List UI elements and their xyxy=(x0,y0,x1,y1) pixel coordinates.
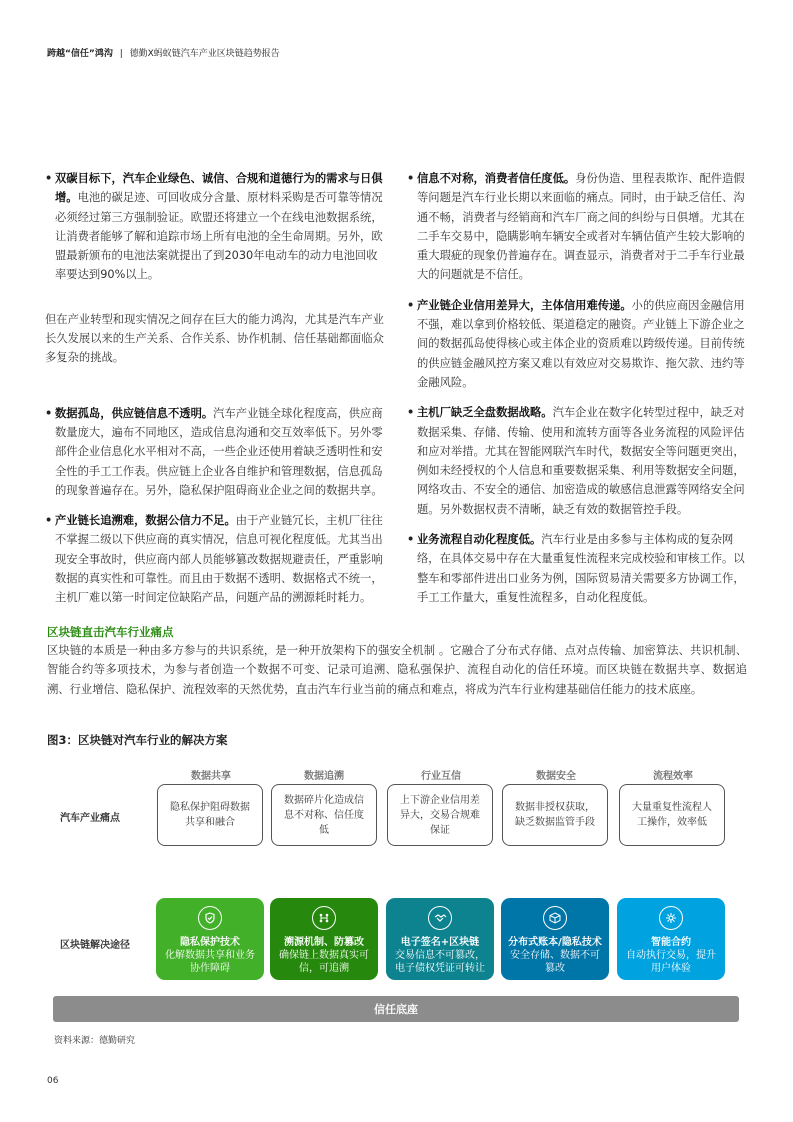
figure-title: 图3：区块链对汽车行业的解决方案 xyxy=(47,733,228,747)
bullet-text: 身份伪造、里程表欺诈、配件造假等问题是汽车行业长期以来面临的痛点。同时，由于缺乏信任、沟通不畅，消费者与经销商和汽车厂商之间的纠纷与日俱增。尤其在二手车交易中，隐瞒影响车辆安全或者对车辆估值产生较大影响的重大瑕疵的现象仍普遍存在。调查显示，消费者对于二手车行业最大的问题就是不信任。 xyxy=(417,172,745,282)
bullet-heading: 业务流程自动化程度低。 xyxy=(417,533,542,547)
pain-row-label: 汽车产业痛点 xyxy=(60,813,120,824)
solution-card xyxy=(156,898,264,980)
handshake-icon xyxy=(428,906,452,930)
section-paragraph: 区块链的本质是一种由多方参与的共识系统，是一种开放架构下的强安全机制 。它融合了分布式存储、点对点传输、加密算法、共识机制、智能合约等多项技术，为参与者创造一个数据不可变、记录可追溯、隐私强保护、流程自动化的信任环境。而区块链在数据共享、数据追溯、行业增信、隐私保护、流程效率的天然优势，直击汽车行业当前的痛点和难点，将成为汽车行业构建基础信任能力的技术底座。 xyxy=(47,644,747,696)
pain-point-text: 上下游企业信用差异大，交易合规难保证 xyxy=(400,794,480,836)
pain-point-box xyxy=(502,784,608,846)
left-column xyxy=(45,169,385,619)
category-label: 数据追溯 xyxy=(304,771,344,782)
trust-foundation-label: 信任底座 xyxy=(374,1003,418,1016)
source-note: 资料来源：德勤研究 xyxy=(54,1036,136,1046)
network-icon xyxy=(312,906,336,930)
right-column xyxy=(407,169,749,618)
solution-text: 确保链上数据真实可信，可追溯 xyxy=(279,950,369,974)
bullet-text: 电池的碳足迹、可回收成分含量、原材料采购是否可靠等情况必须经过第三方强制验证。欧盟还将建立一个在线电池数据系统，让消费者能够了解和追踪市场上所有电池的全生命周期。另外，欧盟最新颁布的电池法案就提出了到2030年电动车的动力电池回收率要达到90%以上。 xyxy=(55,191,383,282)
bullet-heading: 产业链企业信用差异大，主体信用难传递。 xyxy=(417,298,632,312)
solution-text: 交易信息不可篡改，电子债权凭证可转让 xyxy=(395,950,485,974)
solution-title: 智能合约 xyxy=(651,937,691,948)
running-header xyxy=(47,46,280,59)
pain-point-box xyxy=(271,784,377,846)
solution-text: 安全存储、数据不可篡改 xyxy=(510,950,600,974)
solution-title: 溯源机制、防篡改 xyxy=(284,937,364,948)
pain-point-box xyxy=(387,784,493,846)
solution-title: 分布式账本/隐私技术 xyxy=(508,937,602,948)
bullet-item xyxy=(45,404,385,500)
category-label: 数据共享 xyxy=(191,771,231,782)
bullet-text: 汽车行业是由多参与主体构成的复杂网络，在具体交易中存在大量重复性流程来完成校验和审核工作。以整车和零部件进出口业务为例，国际贸易清关需要多方协调工作，手工工作量大，重复性流程多，自动化程度低。 xyxy=(417,533,745,604)
section-heading: 区块链直击汽车行业痛点 xyxy=(47,625,174,639)
solution-row-label: 区块链解决途径 xyxy=(60,940,130,951)
bullet-heading: 信息不对称，消费者信任度低。 xyxy=(417,172,576,185)
solution-card xyxy=(270,898,378,980)
header-title: 跨越“信任”鸿沟 xyxy=(47,49,113,59)
body-paragraph: 但在产业转型和现实情况之间存在巨大的能力鸿沟，尤其是汽车产业长久发展以来的生产关系、合作关系、协作机制、信任基础都面临众多复杂的挑战。 xyxy=(45,312,384,365)
category-label: 数据安全 xyxy=(536,771,576,782)
bullet-item xyxy=(407,169,749,285)
solution-text: 化解数据共享和业务协作障碍 xyxy=(165,950,255,974)
bullet-text: 汽车产业链全球化程度高，供应商数量庞大，遍布不同地区，造成信息沟通和交互效率低下。另外零部件企业信息化水平相对不高，一些企业还使用着缺乏透明性和安全性的手工工作表。供应链上企业各自维护和管理数据，信息孤岛的现象普遍存在。另外，隐私保护阻碍商业企业之间的数据共享。 xyxy=(55,406,383,497)
cube-icon xyxy=(543,906,567,930)
pain-point-text: 数据碎片化造成信息不对称、信任度低 xyxy=(284,794,364,836)
bullet-item xyxy=(407,530,749,607)
header-subtitle: 德勤X蚂蚁链汽车产业区块链趋势报告 xyxy=(129,49,280,59)
pain-point-text: 大量重复性流程人工操作，效率低 xyxy=(632,802,712,828)
bullet-item xyxy=(407,403,749,519)
bullet-heading: 主机厂缺乏全盘数据战略。 xyxy=(417,406,553,420)
solution-title: 电子签名+区块链 xyxy=(400,937,480,948)
bullet-item xyxy=(45,511,385,607)
solution-card xyxy=(386,898,494,980)
bullet-text: 由于产业链冗长，主机厂往往不掌握二级以下供应商的真实情况，信息可视化程度低。尤其当出现安全事故时，供应商内部人员能够篡改数据规避责任，严重影响数据的真实性和可靠性。而且由于数据不透明、数据格式不统一，主机厂难以第一时间定位缺陷产品，问题产品的溯源耗时耗力。 xyxy=(55,514,383,605)
solution-title: 隐私保护技术 xyxy=(180,937,240,948)
bullet-heading: 数据孤岛，供应链信息不透明。 xyxy=(55,406,214,420)
pain-point-text: 数据非授权获取，缺乏数据监管手段 xyxy=(515,802,595,828)
bullet-text: 汽车企业在数字化转型过程中，缺乏对数据采集、存储、传输、使用和流转方面等各业务流程的风险评估和应对举措。尤其在智能网联汽车时代，数据安全等问题更突出，例如未经授权的个人信息和重要数据采集、利用等数据安全问题，网络攻击、不安全的通信、加密造成的敏感信息泄露等网络安全问题。另外数据权责不清晰，缺乏有效的数据管控手段。 xyxy=(417,406,745,516)
solution-card xyxy=(501,898,609,980)
header-separator: | xyxy=(119,49,123,59)
bullet-heading: 产业链长追溯难，数据公信力不足。 xyxy=(55,514,236,528)
bullet-item xyxy=(45,169,385,285)
bullet-text: 小的供应商因金融信用不强，难以拿到价格较低、渠道稳定的融资。产业链上下游企业之间的数据孤岛使得核心或主体企业的资质难以跨级传递。目前传统的供应链金融风控方案又难以有效应对交易欺诈、拖欠款、违约等金融风险。 xyxy=(417,298,745,389)
solution-card xyxy=(617,898,725,980)
gear-icon xyxy=(659,906,683,930)
bullet-heading: 双碳目标下，汽车企业绿色、诚信、合规和道德行为的需求与日俱增。 xyxy=(55,172,383,205)
pain-point-text: 隐私保护阻碍数据共享和融合 xyxy=(170,802,250,828)
pain-point-box xyxy=(157,784,263,846)
category-label: 行业互信 xyxy=(421,771,461,782)
trust-foundation-bar xyxy=(53,996,739,1022)
solution-text: 自动执行交易，提升用户体验 xyxy=(626,950,716,974)
pain-point-box xyxy=(619,784,725,846)
category-label: 流程效率 xyxy=(653,771,693,782)
bullet-item xyxy=(407,296,749,392)
shield-icon xyxy=(198,906,222,930)
page-number: 06 xyxy=(47,1076,59,1086)
